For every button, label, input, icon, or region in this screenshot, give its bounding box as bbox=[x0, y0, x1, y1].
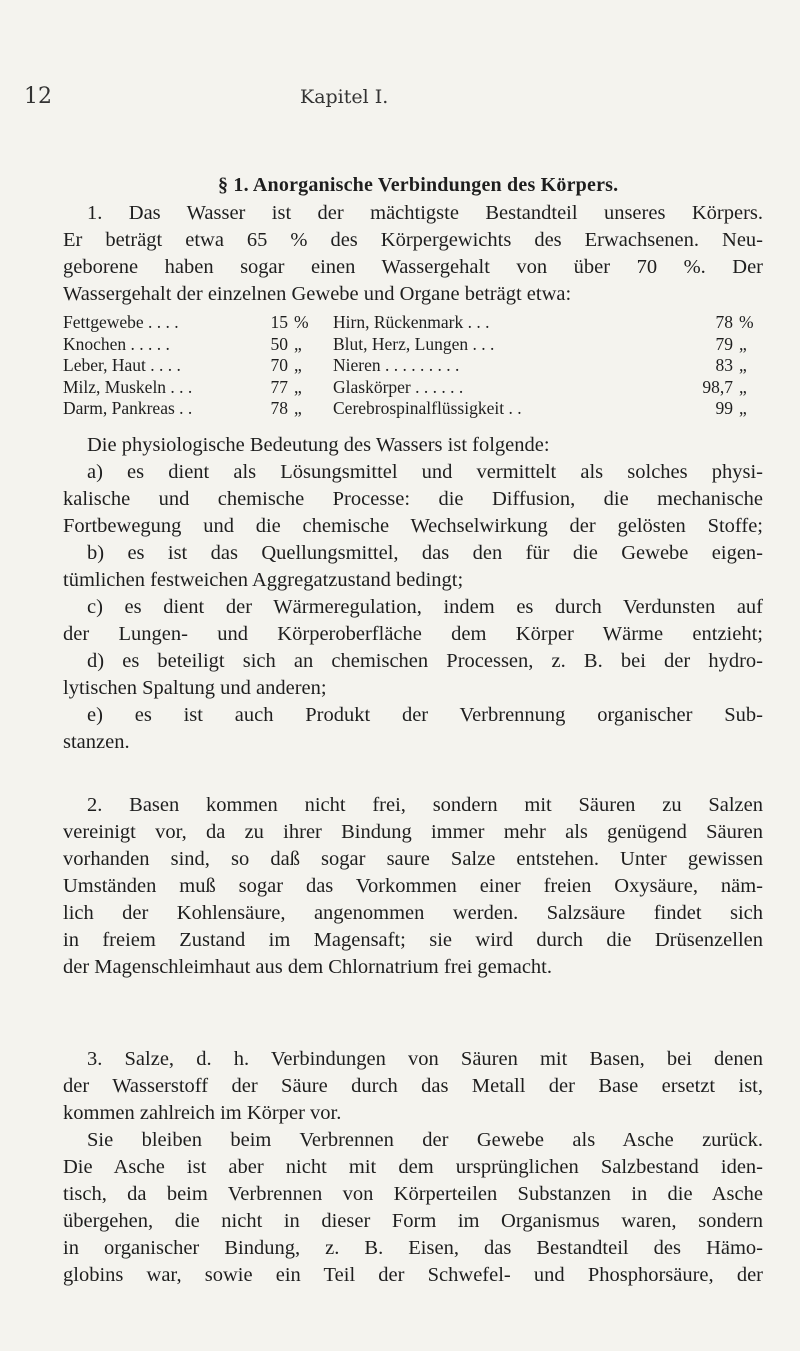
table-column-right bbox=[333, 312, 763, 420]
text-line: geborene haben sogar einen Wassergehalt von über 70 %. Der bbox=[63, 256, 763, 278]
tissue-name: Hirn, Rückenmark . . . bbox=[333, 312, 490, 332]
table-row bbox=[63, 312, 318, 334]
tissue-name: Knochen . . . . . bbox=[63, 333, 170, 354]
tissue-name: Milz, Muskeln . . . bbox=[63, 376, 193, 397]
water-value: 15 bbox=[270, 312, 288, 332]
tissue-name: Fettgewebe . . . . bbox=[63, 312, 179, 332]
text-line: Wassergehalt der einzelnen Gewebe und Organe beträgt etwa: bbox=[63, 283, 572, 305]
page-number: 12 bbox=[24, 84, 52, 109]
table-row bbox=[333, 355, 763, 377]
unit: „ bbox=[739, 376, 747, 397]
paragraph-water-function bbox=[63, 432, 763, 756]
text-line: 1. Das Wasser ist der mächtigste Bestandteil unseres Körpers. bbox=[87, 202, 763, 224]
text-line: Die Asche ist aber nicht mit dem ursprünglichen Salzbestand iden- bbox=[63, 1156, 763, 1178]
table-row bbox=[333, 312, 763, 334]
table-column-left bbox=[63, 312, 318, 420]
water-value: 70 bbox=[270, 355, 288, 375]
water-value: 78 bbox=[715, 312, 733, 332]
water-value: 50 bbox=[270, 333, 288, 354]
text-line: tümlichen festweichen Aggregatzustand bedingt; bbox=[63, 569, 464, 591]
tissue-name: Darm, Pankreas . . bbox=[63, 398, 193, 418]
water-value: 99 bbox=[715, 398, 733, 418]
text-line: vorhanden sind, so daß sogar saure Salze entstehen. Unter gewissen bbox=[63, 848, 763, 870]
table-row bbox=[63, 334, 318, 356]
text-line: in freiem Zustand im Magensaft; sie wird durch die Drüsenzellen bbox=[63, 929, 763, 951]
text-line: 3. Salze, d. h. Verbindungen von Säuren mit Basen, bei denen bbox=[87, 1048, 763, 1070]
section-title: § 1. Anorganische Verbindungen des Körpers. bbox=[218, 174, 619, 196]
text-line: vereinigt vor, da zu ihrer Bindung immer mehr als genügend Säuren bbox=[63, 821, 763, 843]
unit: % bbox=[294, 312, 309, 332]
water-value: 79 bbox=[715, 333, 733, 354]
text-line: 2. Basen kommen nicht frei, sondern mit Säuren zu Salzen bbox=[87, 794, 763, 816]
text-line: b) es ist das Quellungsmittel, das den für die Gewebe eigen- bbox=[87, 542, 763, 564]
text-line: Fortbewegung und die chemische Wechselwirkung der gelösten Stoffe; bbox=[63, 515, 763, 537]
text-line: Er beträgt etwa 65 % des Körpergewichts des Erwachsenen. Neu- bbox=[63, 229, 763, 251]
text-line: der Magenschleimhaut aus dem Chlornatrium frei gemacht. bbox=[63, 956, 552, 978]
water-value: 98,7 bbox=[702, 376, 733, 397]
unit: % bbox=[739, 312, 754, 332]
water-value: 77 bbox=[270, 376, 288, 397]
text-line: lich der Kohlensäure, angenommen werden. Salzsäure findet sich bbox=[63, 902, 763, 924]
table-row bbox=[333, 334, 763, 356]
unit: „ bbox=[294, 398, 302, 418]
text-line: Umständen muß sogar das Vorkommen einer freien Oxysäure, näm- bbox=[63, 875, 763, 897]
text-line: a) es dient als Lösungsmittel und vermittelt als solches physi- bbox=[87, 461, 763, 483]
table-row bbox=[63, 355, 318, 377]
text-line: lytischen Spaltung und anderen; bbox=[63, 677, 327, 699]
text-line: übergehen, die nicht in dieser Form im Organismus waren, sondern bbox=[63, 1210, 763, 1232]
text-line: in organischer Bindung, z. B. Eisen, das Bestandteil des Hämo- bbox=[63, 1237, 763, 1259]
text-line: Die physiologische Bedeutung des Wassers ist folgende: bbox=[87, 434, 550, 456]
table-row bbox=[333, 377, 763, 399]
table-row bbox=[333, 398, 763, 420]
running-head: Kapitel I. bbox=[300, 86, 389, 108]
text-line: e) es ist auch Produkt der Verbrennung organischer Sub- bbox=[87, 704, 763, 726]
water-value: 78 bbox=[270, 398, 288, 418]
table-row bbox=[63, 398, 318, 420]
tissue-name: Glaskörper . . . . . . bbox=[333, 376, 464, 397]
text-line: stanzen. bbox=[63, 731, 130, 753]
tissue-name: Blut, Herz, Lungen . . . bbox=[333, 333, 495, 354]
unit: „ bbox=[294, 333, 302, 354]
text-line: c) es dient der Wärmeregulation, indem es durch Verdunsten auf bbox=[87, 596, 763, 618]
unit: „ bbox=[739, 333, 747, 354]
table-row bbox=[63, 377, 318, 399]
paragraph-salts bbox=[63, 1046, 763, 1289]
text-line: der Lungen- und Körperoberfläche dem Körper Wärme entzieht; bbox=[63, 623, 763, 645]
text-line: der Wasserstoff der Säure durch das Metall der Base ersetzt ist, bbox=[63, 1075, 763, 1097]
text-line: tisch, da beim Verbrennen von Körperteilen Substanzen in die Asche bbox=[63, 1183, 763, 1205]
text-line: d) es beteiligt sich an chemischen Processen, z. B. bei der hydro- bbox=[87, 650, 763, 672]
text-line: globins war, sowie ein Teil der Schwefel- und Phosphorsäure, der bbox=[63, 1264, 763, 1286]
text-line: Sie bleiben beim Verbrennen der Gewebe als Asche zurück. bbox=[87, 1129, 763, 1151]
unit: „ bbox=[294, 355, 302, 375]
unit: „ bbox=[739, 398, 747, 418]
unit: „ bbox=[739, 355, 747, 375]
text-line: kommen zahlreich im Körper vor. bbox=[63, 1102, 342, 1124]
water-value: 83 bbox=[715, 355, 733, 375]
text-line: kalische und chemische Processe: die Diffusion, die mechanische bbox=[63, 488, 763, 510]
paragraph-water-intro bbox=[63, 200, 763, 308]
unit: „ bbox=[294, 376, 302, 397]
tissue-name: Leber, Haut . . . . bbox=[63, 355, 181, 375]
tissue-name: Cerebrospinalflüssigkeit . . bbox=[333, 398, 522, 418]
tissue-name: Nieren . . . . . . . . . bbox=[333, 355, 460, 375]
paragraph-bases bbox=[63, 792, 763, 981]
